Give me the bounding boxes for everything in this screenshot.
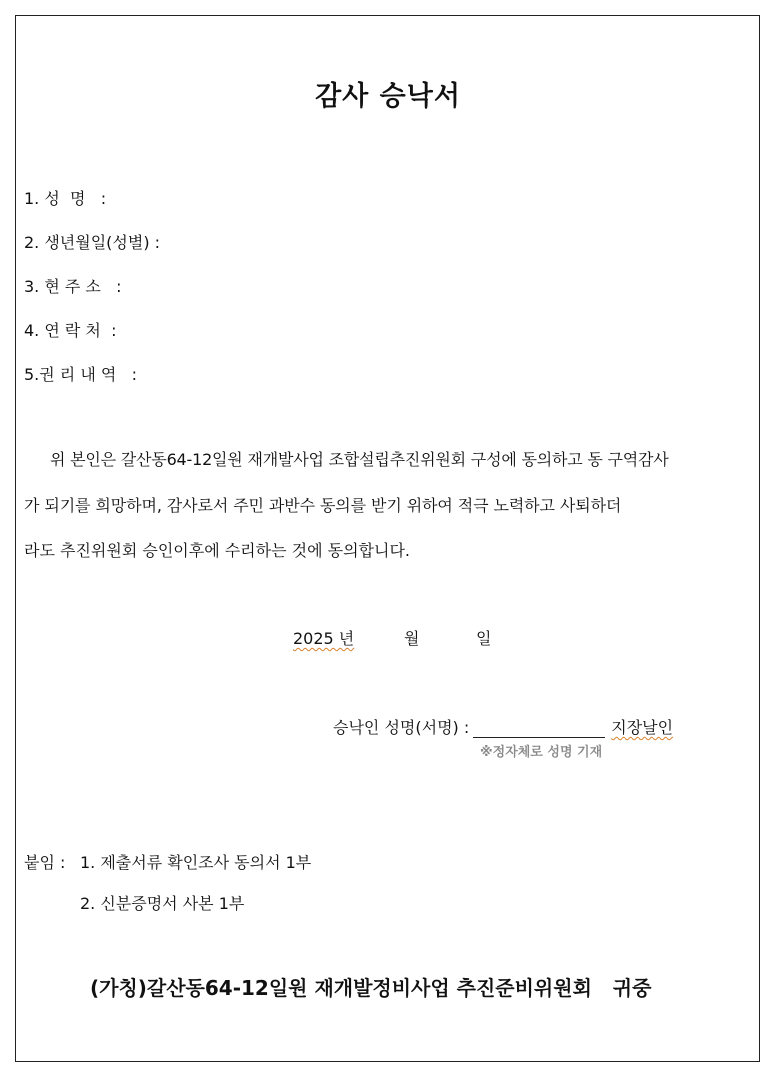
- field-birthdate: 2. 생년월일(성별) :: [24, 233, 161, 252]
- attachment-item-2: 2. 신분증명서 사본 1부: [80, 894, 245, 913]
- date-year: 2025 년: [293, 629, 355, 648]
- body-line-1: 위 본인은 갈산동64-12일원 재개발사업 조합설립추진위원회 구성에 동의하고 동 구역감사: [50, 450, 669, 469]
- date-day: 일: [476, 629, 492, 648]
- signature-line: [333, 715, 673, 738]
- document-title: 감사 승낙서: [315, 81, 461, 112]
- signature-label: 승낙인 성명(서명) :: [333, 718, 470, 737]
- body-line-2: 가 되기를 희망하며, 감사로서 주민 과반수 동의를 받기 위하여 적극 노력하고 사퇴하더: [24, 496, 622, 515]
- attachment-item-1: 1. 제출서류 확인조사 동의서 1부: [80, 853, 312, 872]
- body-line-3: 라도 추진위원회 승인이후에 수리하는 것에 동의합니다.: [24, 541, 411, 560]
- date-month: 월: [404, 629, 420, 648]
- field-contact: 4. 연 락 처 :: [24, 321, 117, 340]
- signature-note: ※정자체로 성명 기재: [480, 745, 603, 760]
- field-address: 3. 현 주 소 :: [24, 277, 122, 296]
- field-name: 1. 성 명 :: [24, 189, 107, 208]
- seal-label: 지장날인: [611, 718, 674, 737]
- attachments-label: 붙임 :: [24, 853, 66, 872]
- field-rights: 5.권 리 내 역 :: [24, 365, 137, 384]
- signature-blank: [473, 720, 605, 738]
- footer-recipient: (가칭)갈산동64-12일원 재개발정비사업 추진준비위원회 귀중: [90, 976, 652, 1000]
